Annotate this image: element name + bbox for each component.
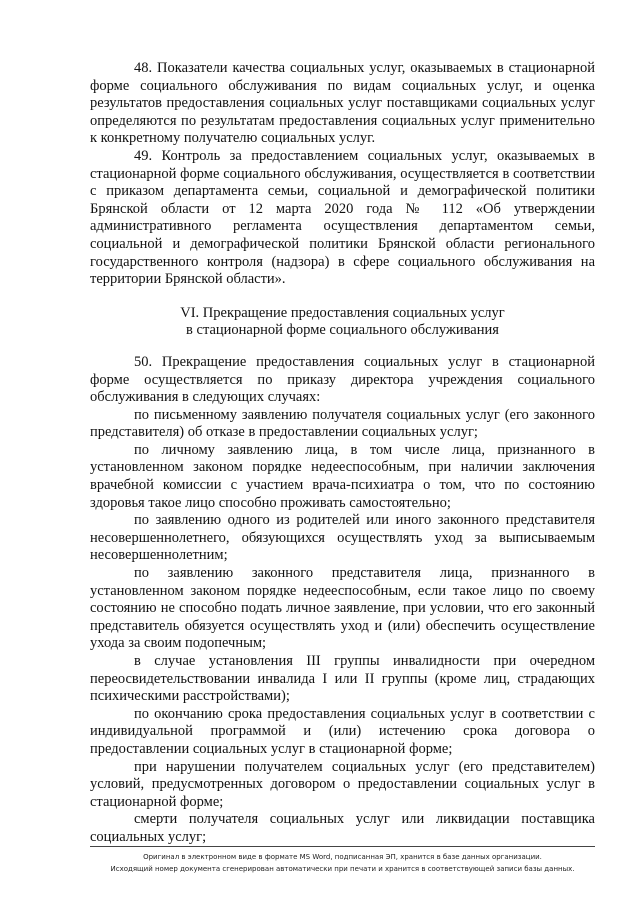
paragraph-48: 48. Показатели качества социальных услуг, оказываемых в стационарной форме социального обслуживания по видам социальных услуг, и оценка результатов предоставления социальных услуг поставщиками социальных услуг определяются по результатам предоставления социальных услуг применительно к конкретному получателю социальных услуг. [90,60,595,147]
document-footer [90,846,595,875]
list-item-personal-request: по личному заявлению лица, в том числе лица, признанного в установленном законом порядке недееспособным, при наличии заключения врачебной комиссии с участием врача-психиатра о том, что по состоянию здоровья такое лицо способно проживать самостоятельно; [90,441,595,511]
list-item-guardian-request: по заявлению законного представителя лица, признанного в установленном законом порядке недееспособным, если такое лицо по своему состоянию не способно подать личное заявление, при условии, что его законный представитель обязуется осуществлять уход и (или) обеспечить осуществление ухода за своим подопечным; [90,565,595,652]
footer-line-1: Оригинал в электронном виде в формате MS Word, подписанная ЭП, хранится в базе данных организации. [143,853,542,861]
section-heading [90,305,595,340]
paragraph-49: 49. Контроль за предоставлением социальных услуг, оказываемых в стационарной форме социального обслуживания, осуществляется в соответствии с приказом департамента семьи, социальной и демографической политики Брянской области от 12 марта 2020 года № 112 «Об утверждении административного регламента осуществления департаментом семьи, социальной и демографической политики Брянской области регионального государственного контроля (надзора) в сфере социального обслуживания на территории Брянской области». [90,147,595,288]
list-item-death-or-liquidation: смерти получателя социальных услуг или ликвидации поставщика социальных услуг; [90,811,595,845]
list-item-contract-violation: при нарушении получателем социальных услуг (его представителем) условий, предусмотренных договором о предоставлении социальных услуг в стационарной форме; [90,758,595,810]
section-heading-line2: в стационарной форме социального обслуживания [186,322,499,339]
list-item-disability-group: в случае установления III группы инвалидности при очередном переосвидетельствовании инвалида I или II группы (кроме лиц, страдающих психическими расстройствами); [90,653,595,705]
document-page [90,60,595,847]
paragraph-50: 50. Прекращение предоставления социальных услуг в стационарной форме осуществляется по приказу директора учреждения социального обслуживания в следующих случаях: [90,353,595,406]
list-item-parent-request: по заявлению одного из родителей или иного законного представителя несовершеннолетнего, обязующихся осуществлять уход за выписываемым несовершеннолетним; [90,512,595,564]
list-item-term-expiry: по окончанию срока предоставления социальных услуг в соответствии с индивидуальной программой и (или) истечению срока договора о предоставлении социальных услуг в стационарной форме; [90,705,595,757]
list-item-written-request: по письменному заявлению получателя социальных услуг (его законного представителя) об отказе в предоставлении социальных услуг; [90,406,595,441]
footer-line-2: Исходящий номер документа сгенерирован автоматически при печати и хранится в соответствующей записи базы данных. [110,865,575,873]
section-heading-line1: VI. Прекращение предоставления социальных услуг [180,304,505,321]
